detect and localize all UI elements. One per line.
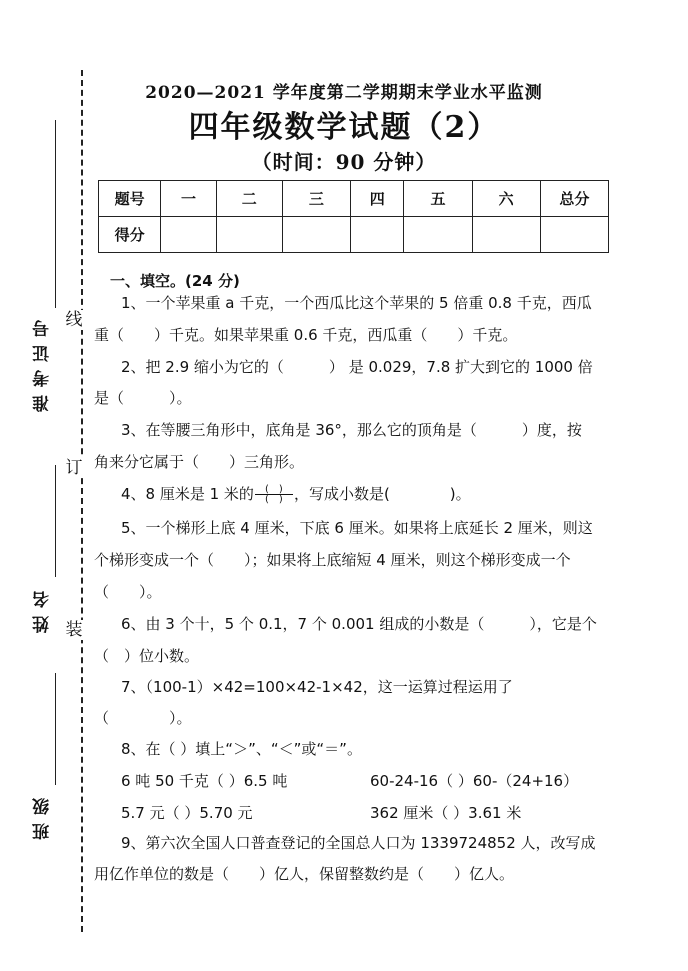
binding-word-xian: 线 [62,310,86,330]
question-line: （ ）。 [94,583,162,601]
compare-item: 362 厘米（ ）3.61 米 [370,804,522,822]
question-line: 个梯形变成一个（ ）；如果将上底缩短 4 厘米，则这个梯形变成一个 [94,551,571,569]
question-line: 用亿作单位的数是（ ）亿人，保留整数约是（ ）亿人。 [94,865,515,883]
class-line[interactable] [55,673,56,785]
question-line: 3、在等腰三角形中，底角是 36°，那么它的顶角是（ ）度，按 [121,421,582,439]
question-line: 角来分它属于（ ）三角形。 [94,453,305,471]
question-line: 重（ ）千克。如果苹果重 0.6 千克，西瓜重（ ）千克。 [94,326,518,344]
compare-item: 5.7 元（ ）5.70 元 [121,804,253,822]
exam-number-label: 准考证号 [33,312,53,412]
question-line: 是（ ）。 [94,389,192,407]
table-header-cell: 五 [404,181,472,217]
score-cell[interactable] [404,217,472,253]
table-header-cell: 三 [282,181,350,217]
score-cell[interactable] [161,217,216,253]
score-cell[interactable] [540,217,608,253]
compare-item: 6 吨 50 千克（ ）6.5 吨 [121,772,288,790]
name-line[interactable] [55,465,56,577]
page-title: 四年级数学试题（2） [188,110,500,145]
question-line: 9、第六次全国人口普查登记的全国总人口为 1339724852 人，改写成 [121,834,596,852]
name-label: 姓名 [33,583,53,633]
question-line: 6、由 3 个十，5 个 0.1，7 个 0.001 组成的小数是（ ），它是个 [121,615,597,633]
table-header-cell: 题号 [99,181,161,217]
fraction [255,485,293,504]
score-cell[interactable] [351,217,404,253]
fraction-denominator: ( ) [265,494,283,505]
compare-item: 60-24-16（ ）60-（24+16） [370,772,579,790]
table-header-cell: 一 [161,181,216,217]
exam-subtitle: 2020—2021 学年度第二学期期末学业水平监测 [145,83,543,103]
fraction-numerator: ( ) [265,484,283,495]
question-line: （ ）位小数。 [94,647,200,665]
table-header-cell: 六 [472,181,540,217]
section-title: 一、填空。(24 分) [110,272,240,290]
score-table [98,180,609,253]
table-header-cell: 二 [216,181,282,217]
question-line: 1、一个苹果重 a 千克，一个西瓜比这个苹果的 5 倍重 0.8 千克，西瓜 [121,294,592,312]
binding-dashed-line [81,70,83,932]
question-line: （ ）。 [94,709,192,727]
question-line: 5、一个梯形上底 4 厘米，下底 6 厘米。如果将上底延长 2 厘米，则这 [121,519,593,537]
question-4-prefix: 4、8 厘米是 1 米的 [121,485,254,503]
binding-word-ding: 订 [62,458,86,478]
score-table-header-row [99,181,609,217]
score-cell[interactable] [472,217,540,253]
score-cell[interactable] [216,217,282,253]
question-line: 7、（100-1）×42=100×42-1×42，这一运算过程运用了 [121,678,513,696]
question-4-suffix: ，写成小数是( )。 [293,485,471,503]
exam-time: （时间：90 分钟） [251,150,437,174]
score-row-label: 得分 [99,217,161,253]
question-line-4 [94,484,618,504]
score-cell[interactable] [282,217,350,253]
binding-word-zhuang: 装 [62,620,86,640]
question-line: 2、把 2.9 缩小为它的（ ） 是 0.029，7.8 扩大到它的 1000 倍 [121,358,593,376]
class-label: 班级 [33,790,53,840]
score-table-score-row [99,217,609,253]
question-line: 8、在（ ）填上“＞”、“＜”或“＝”。 [121,740,362,758]
table-header-cell: 四 [351,181,404,217]
table-header-cell: 总分 [540,181,608,217]
